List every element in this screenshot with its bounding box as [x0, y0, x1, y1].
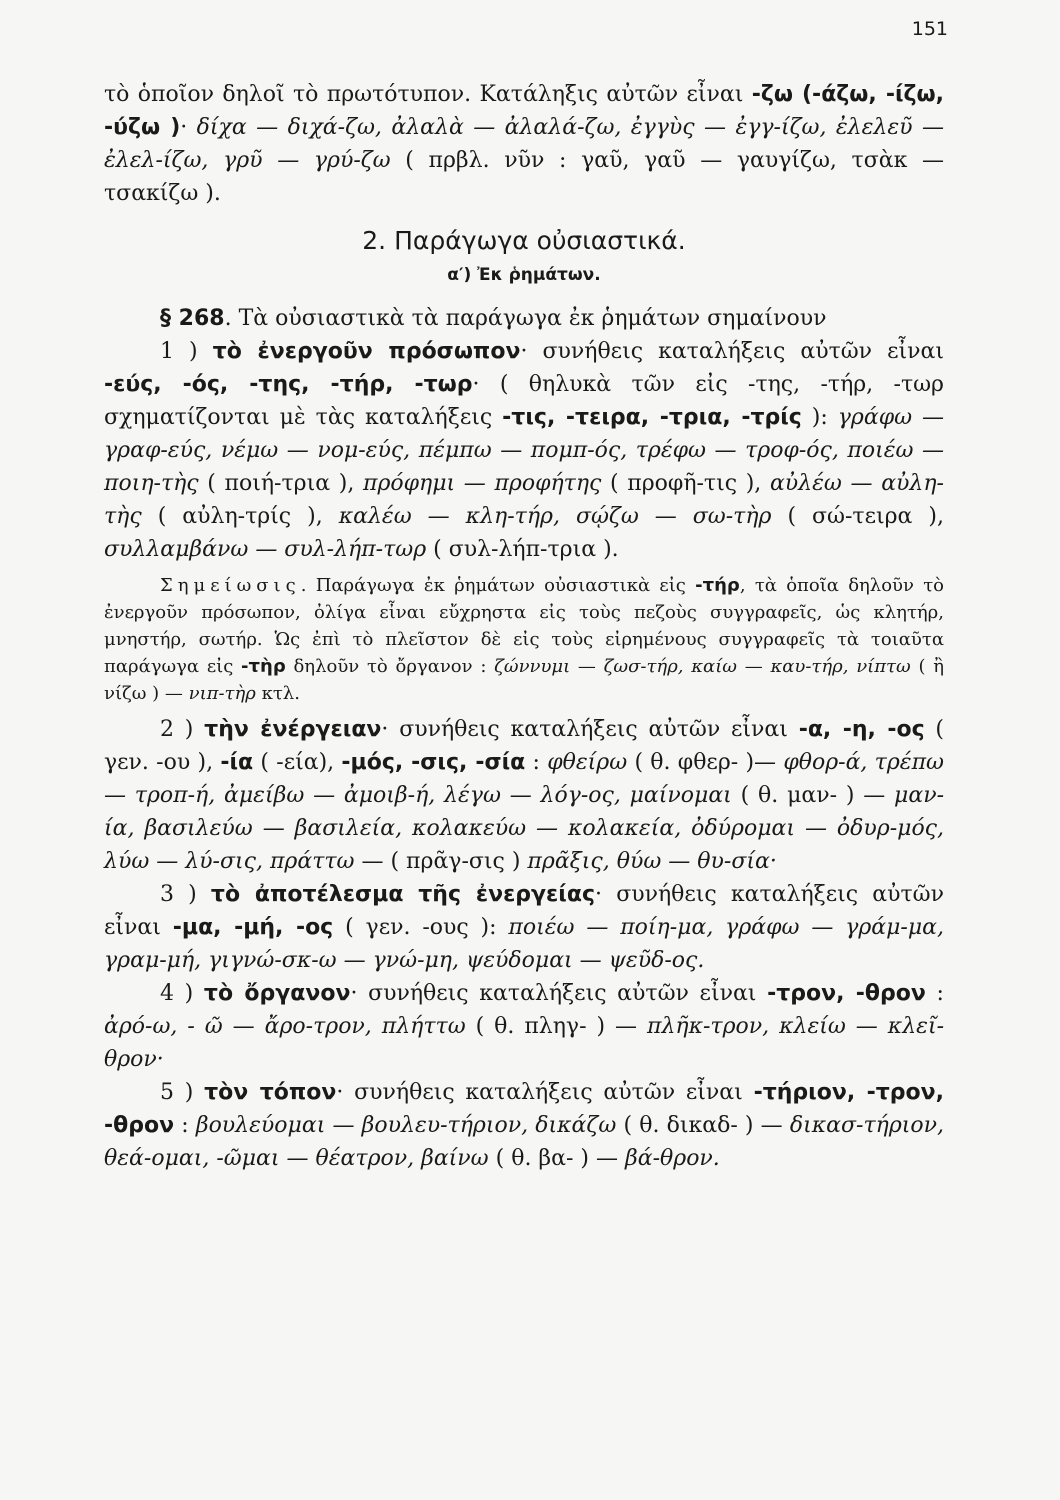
item-2-title: τὴν ἐνέργειαν	[204, 717, 382, 742]
item-1-example: γράφω — γραφ-εύς, νέμω — νομ-εύς, πέμπω — πομπ-ός, τρέφω — τροφ-ός, ποιέω — ποιη-τὴς	[104, 405, 944, 496]
item-2-text: ( -εία),	[253, 750, 342, 775]
item-5-title: τὸν τόπον	[204, 1080, 337, 1105]
paragraph-268	[104, 302, 944, 335]
item-5	[104, 1076, 944, 1175]
item-5-example: δικασ-τήριον, θεά-ομαι, -ῶμαι — θέατρον, βαίνω	[104, 1113, 944, 1171]
item-1-number: 1 )	[160, 339, 213, 364]
paragraph-268-text: . Τὰ οὐσιαστικὰ τὰ παράγωγα ἐκ ῥημάτων σημαίνουν	[224, 306, 827, 331]
item-1-example: συλλαμβάνω — συλ-λήπ-τωρ	[104, 537, 427, 562]
item-1-example: καλέω — κλη-τήρ, σῴζω — σω-τὴρ	[338, 504, 772, 529]
item-2-text: — ( πρᾶγ-σις )	[354, 849, 528, 874]
item-1-text: · συνήθεις καταλήξεις αὐτῶν εἶναι	[520, 339, 944, 364]
item-1-title: τὸ ἐνεργοῦν πρόσωπον	[212, 339, 521, 364]
item-2-example: φθορ-ά, τρέπω — τροπ-ή, ἀμείβω — ἀμοιβ-ή, λέγω — λόγ-ος, μαίνομαι	[104, 750, 944, 808]
item-2-text: · συνήθεις καταλήξεις αὐτῶν εἶναι	[381, 717, 799, 742]
item-1-example: αὐλέω — αὐλη-τὴς	[104, 471, 944, 529]
item-5-number: 5 )	[160, 1080, 205, 1105]
item-4-example: ἀρό-ω, - ῶ — ἄρο-τρον, πλήττω	[104, 1014, 466, 1039]
item-1-text: ( ποιή-τρια ),	[198, 471, 363, 496]
item-2-endings: -μός, -σις, -σία	[341, 750, 526, 775]
item-2-example: μαν-ία, βασιλεύω — βασιλεία, κολακεύω — κολακεία, ὀδύρομαι — ὀδυρ-μός, λύω — λύ-σις, πράττω	[104, 783, 945, 874]
item-1	[104, 335, 944, 566]
item-3-text: ( γεν. -ους ):	[333, 915, 509, 940]
item-4-text: ( θ. πληγ- ) —	[465, 1014, 647, 1039]
paragraph-number: § 268	[160, 306, 225, 331]
item-1-endings: -εύς, -ός, -της, -τήρ, -τωρ	[104, 372, 473, 397]
item-2	[104, 713, 944, 878]
item-2-number: 2 )	[160, 717, 205, 742]
page-body	[104, 78, 944, 1175]
item-1-text: · ( θηλυκὰ τῶν εἰς -της, -τήρ, -τωρ σχηματίζονται μὲ τὰς καταλήξεις	[104, 372, 944, 430]
note-text: , τὰ ὁποῖα δηλοῦν τὸ ἐνεργοῦν πρόσωπον, ὀλίγα εἶναι εὔχρηστα εἰς τοὺς πεζοὺς συγγραφεῖς, ὡς κλητήρ, μνηστήρ, σωτήρ. Ὡς ἐπὶ τὸ πλεῖστον δὲ εἰς τοὺς εἰρημένους συγγραφεῖς τὰ τοιαῦτα παράγωγα εἰς	[104, 575, 945, 677]
item-3-example: ποιέω — ποίη-μα, γράφω — γράμ-μα, γραμ-μή, γιγνώ-σκ-ω — γνώ-μη, ψεύδομαι — ψεῦδ-ος.	[104, 915, 945, 973]
item-5-example: βά-θρον.	[625, 1146, 720, 1171]
item-1-text: ):	[801, 405, 838, 430]
item-1-example: πρόφημι — προφήτης	[362, 471, 602, 496]
note-text: ( ἢ νίζω ) —	[104, 656, 945, 704]
intro-paragraph	[104, 78, 944, 210]
item-3-text: · συνήθεις καταλήξεις αὐτῶν εἶναι	[104, 882, 944, 940]
note-text: δηλοῦν τὸ ὄργανον :	[285, 656, 495, 677]
item-1-text: ( σώ-τειρα ),	[771, 504, 944, 529]
item-5-text: ( θ. βα- ) —	[488, 1146, 625, 1171]
item-1-feminine-endings: -τις, -τειρα, -τρια, -τρίς	[502, 405, 802, 430]
item-2-example: πρᾶξις, θύω — θυ-σία·	[527, 849, 777, 874]
item-2-text: :	[525, 750, 548, 775]
item-1-text: ( συλ-λήπ-τρια ).	[426, 537, 619, 562]
note-text: κτλ.	[255, 683, 300, 704]
item-4-text: :	[925, 981, 944, 1006]
item-5-endings: -τήριον, -τρον, -θρον	[104, 1080, 944, 1138]
note-label: Σημείωσις	[160, 575, 301, 596]
note-text: . Παράγωγα ἐκ ῥημάτων οὐσιαστικὰ εἰς	[300, 575, 696, 596]
item-5-example: βουλεύομαι — βουλευ-τήριον, δικάζω	[195, 1113, 617, 1138]
item-5-text: ( θ. δικαδ- ) —	[616, 1113, 790, 1138]
section-subheading: α′) Ἐκ ῥημάτων.	[447, 265, 601, 285]
item-4-number: 4 )	[160, 981, 204, 1006]
note-ending: -τήρ	[695, 575, 740, 596]
item-2-text: ( θ. φθερ- )—	[627, 750, 784, 775]
intro-examples: δίχα — διχά-ζω, ἀλαλὰ — ἀλαλά-ζω, ἐγγὺς — ἐγγ-ίζω, ἐλελεῦ — ἐλελ-ίζω, γρῦ — γρύ-ζω	[104, 115, 944, 173]
item-4-endings: -τρον, -θρον	[767, 981, 926, 1006]
item-2-text: ( γεν. -ου ),	[104, 717, 944, 775]
item-4-example: πλῆκ-τρον, κλείω — κλεῖ-θρον·	[104, 1014, 945, 1072]
item-3	[104, 878, 944, 977]
item-1-text: ( αὐλη-τρίς ),	[141, 504, 339, 529]
item-3-endings: -μα, -μή, -ος	[172, 915, 334, 940]
intro-compare: ( πρβλ. νῦν : γαῦ, γαῦ — γαυγίζω, τσὰκ — τσακίζω ).	[104, 148, 944, 206]
item-4	[104, 977, 944, 1076]
item-2-endings: -ία	[220, 750, 254, 775]
section-heading: 2. Παράγωγα οὐσιαστικά.	[362, 226, 686, 255]
item-1-text: ( προφῆ-τις ),	[601, 471, 770, 496]
intro-sep: ·	[180, 115, 197, 140]
note	[104, 572, 944, 707]
item-2-example: φθείρω	[547, 750, 628, 775]
item-5-text: :	[174, 1113, 196, 1138]
item-3-number: 3 )	[160, 882, 211, 907]
note-example: νιπ-τὴρ	[188, 683, 256, 704]
intro-endings: -ζω (-άζω, -ίζω, -ύζω )	[104, 82, 944, 140]
item-2-text: ( θ. μαν- ) —	[731, 783, 895, 808]
note-ending: -τὴρ	[241, 656, 286, 677]
item-2-endings: -α, -η, -ος	[798, 717, 925, 742]
note-example: ζώννυμι — ζωσ-τήρ, καίω — καυ-τήρ, νίπτω	[494, 656, 911, 677]
item-4-text: · συνήθεις καταλήξεις αὐτῶν εἶναι	[350, 981, 768, 1006]
item-3-title: τὸ ἀποτέλεσμα τῆς ἐνεργείας	[210, 882, 596, 907]
item-5-text: · συνήθεις καταλήξεις αὐτῶν εἶναι	[336, 1080, 754, 1105]
item-4-title: τὸ ὄργανον	[203, 981, 351, 1006]
intro-text: τὸ ὁποῖον δηλοῖ τὸ πρωτότυπον. Κατάληξις αὐτῶν εἶναι	[104, 82, 752, 107]
page-number: 151	[911, 18, 948, 40]
